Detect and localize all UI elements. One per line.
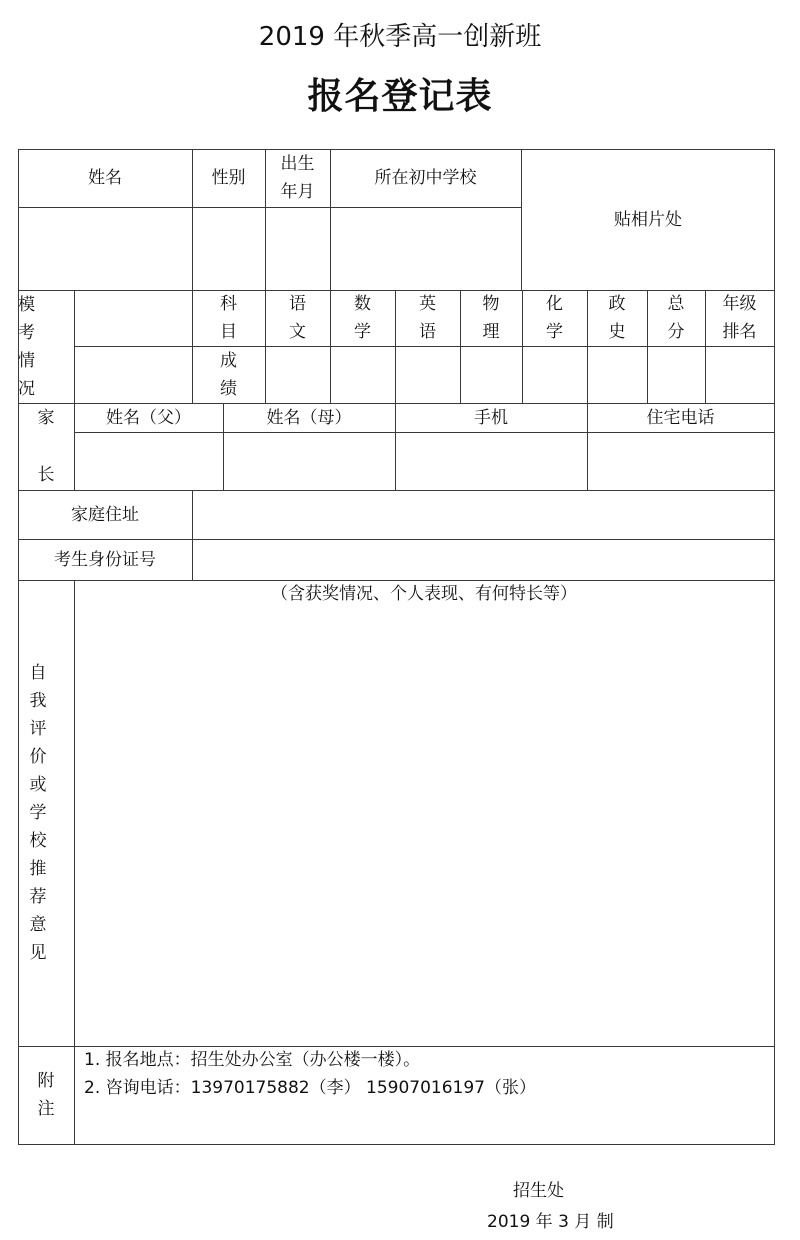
subject-english-line-2: 语 (419, 322, 436, 342)
subject-politics-history-line-1: 政 (608, 294, 626, 314)
birth-header-line-2: 年月 (280, 182, 315, 202)
exam-label-char: 模 (18, 294, 35, 315)
rule-v (74, 290, 75, 403)
footer-office: 招生处 (513, 1181, 564, 1201)
subject-english (395, 290, 460, 346)
school-header: 所在初中学校 (374, 168, 477, 188)
id-number-label: 考生身份证号 (54, 549, 156, 570)
mobile-header: 手机 (474, 407, 508, 428)
subject-physics-line-1: 物 (482, 294, 500, 314)
subject-math-line-2: 学 (354, 322, 371, 342)
score-label (192, 346, 265, 403)
birth-header (265, 149, 330, 207)
rule-v (74, 580, 75, 1144)
parent-label-bottom: 长 (37, 465, 55, 485)
exam-label-char: 考 (18, 322, 35, 343)
score-label-char: 绩 (220, 378, 237, 399)
birth-header-line-1: 出生 (280, 154, 315, 174)
table-border-right (774, 149, 775, 1145)
exam-label (18, 290, 74, 403)
subject-label-char: 目 (220, 322, 237, 342)
title-line-2: 报名登记表 (307, 76, 493, 117)
note-item-2: 2. 咨询电话：13970175882（李） 15907016197（张） (84, 1078, 536, 1098)
title-line-1: 2019 年秋季高一创新班 (258, 22, 542, 52)
subject-english-line-1: 英 (419, 294, 436, 314)
self-evaluation-hint: （含获奖情况、个人表现、有何特长等） (271, 584, 577, 604)
mother-name-header: 姓名（母） (266, 407, 352, 428)
note-item-1: 1. 报名地点：招生处办公室（办公楼一楼）。 (84, 1050, 421, 1070)
name-header: 姓名 (88, 168, 122, 188)
subject-label-char: 科 (220, 294, 237, 314)
home-phone-header: 住宅电话 (646, 407, 715, 428)
subject-chemistry (522, 290, 587, 346)
rule-basic-mid (18, 207, 522, 208)
subject-total-line-2: 分 (667, 322, 685, 342)
exam-label-char: 情 (18, 350, 35, 371)
subject-chemistry-line-1: 化 (546, 294, 563, 314)
subject-math-line-1: 数 (354, 294, 371, 314)
notes-label (18, 1046, 74, 1144)
subject-physics (460, 290, 522, 346)
parent-label-top: 家 (37, 407, 55, 428)
subject-grade-rank-line-1: 年级 (722, 294, 757, 314)
subject-label (192, 290, 265, 346)
subject-total (647, 290, 705, 346)
subject-total-line-1: 总 (667, 294, 685, 314)
father-name-header: 姓名（父） (106, 407, 191, 428)
notes-label-char: 注 (37, 1099, 55, 1119)
subject-grade-rank (705, 290, 774, 346)
score-label-char: 成 (220, 350, 237, 371)
rule-v (192, 490, 193, 580)
subject-chemistry-line-2: 学 (546, 322, 563, 342)
subject-physics-line-2: 理 (482, 322, 500, 342)
notes-label-char: 附 (37, 1071, 55, 1091)
exam-label-char: 况 (18, 378, 35, 399)
address-label: 家庭住址 (71, 504, 139, 525)
self-evaluation-label: 自我评价或学校推荐意见 (29, 663, 47, 963)
subject-chinese-line-1: 语 (289, 294, 306, 314)
rule-exam-mid (74, 346, 775, 347)
subject-politics-history (587, 290, 647, 346)
photo-placeholder: 贴相片处 (614, 209, 682, 230)
footer-date: 2019 年 3 月 制 (487, 1212, 614, 1232)
subject-politics-history-line-2: 史 (608, 322, 626, 342)
rule-parent-mid (74, 432, 775, 433)
gender-header: 性别 (211, 168, 246, 188)
table-border-bottom (18, 1144, 775, 1145)
subject-math (330, 290, 395, 346)
subject-chinese (265, 290, 330, 346)
subject-grade-rank-line-2: 排名 (722, 322, 757, 342)
subject-chinese-line-2: 文 (289, 322, 306, 342)
